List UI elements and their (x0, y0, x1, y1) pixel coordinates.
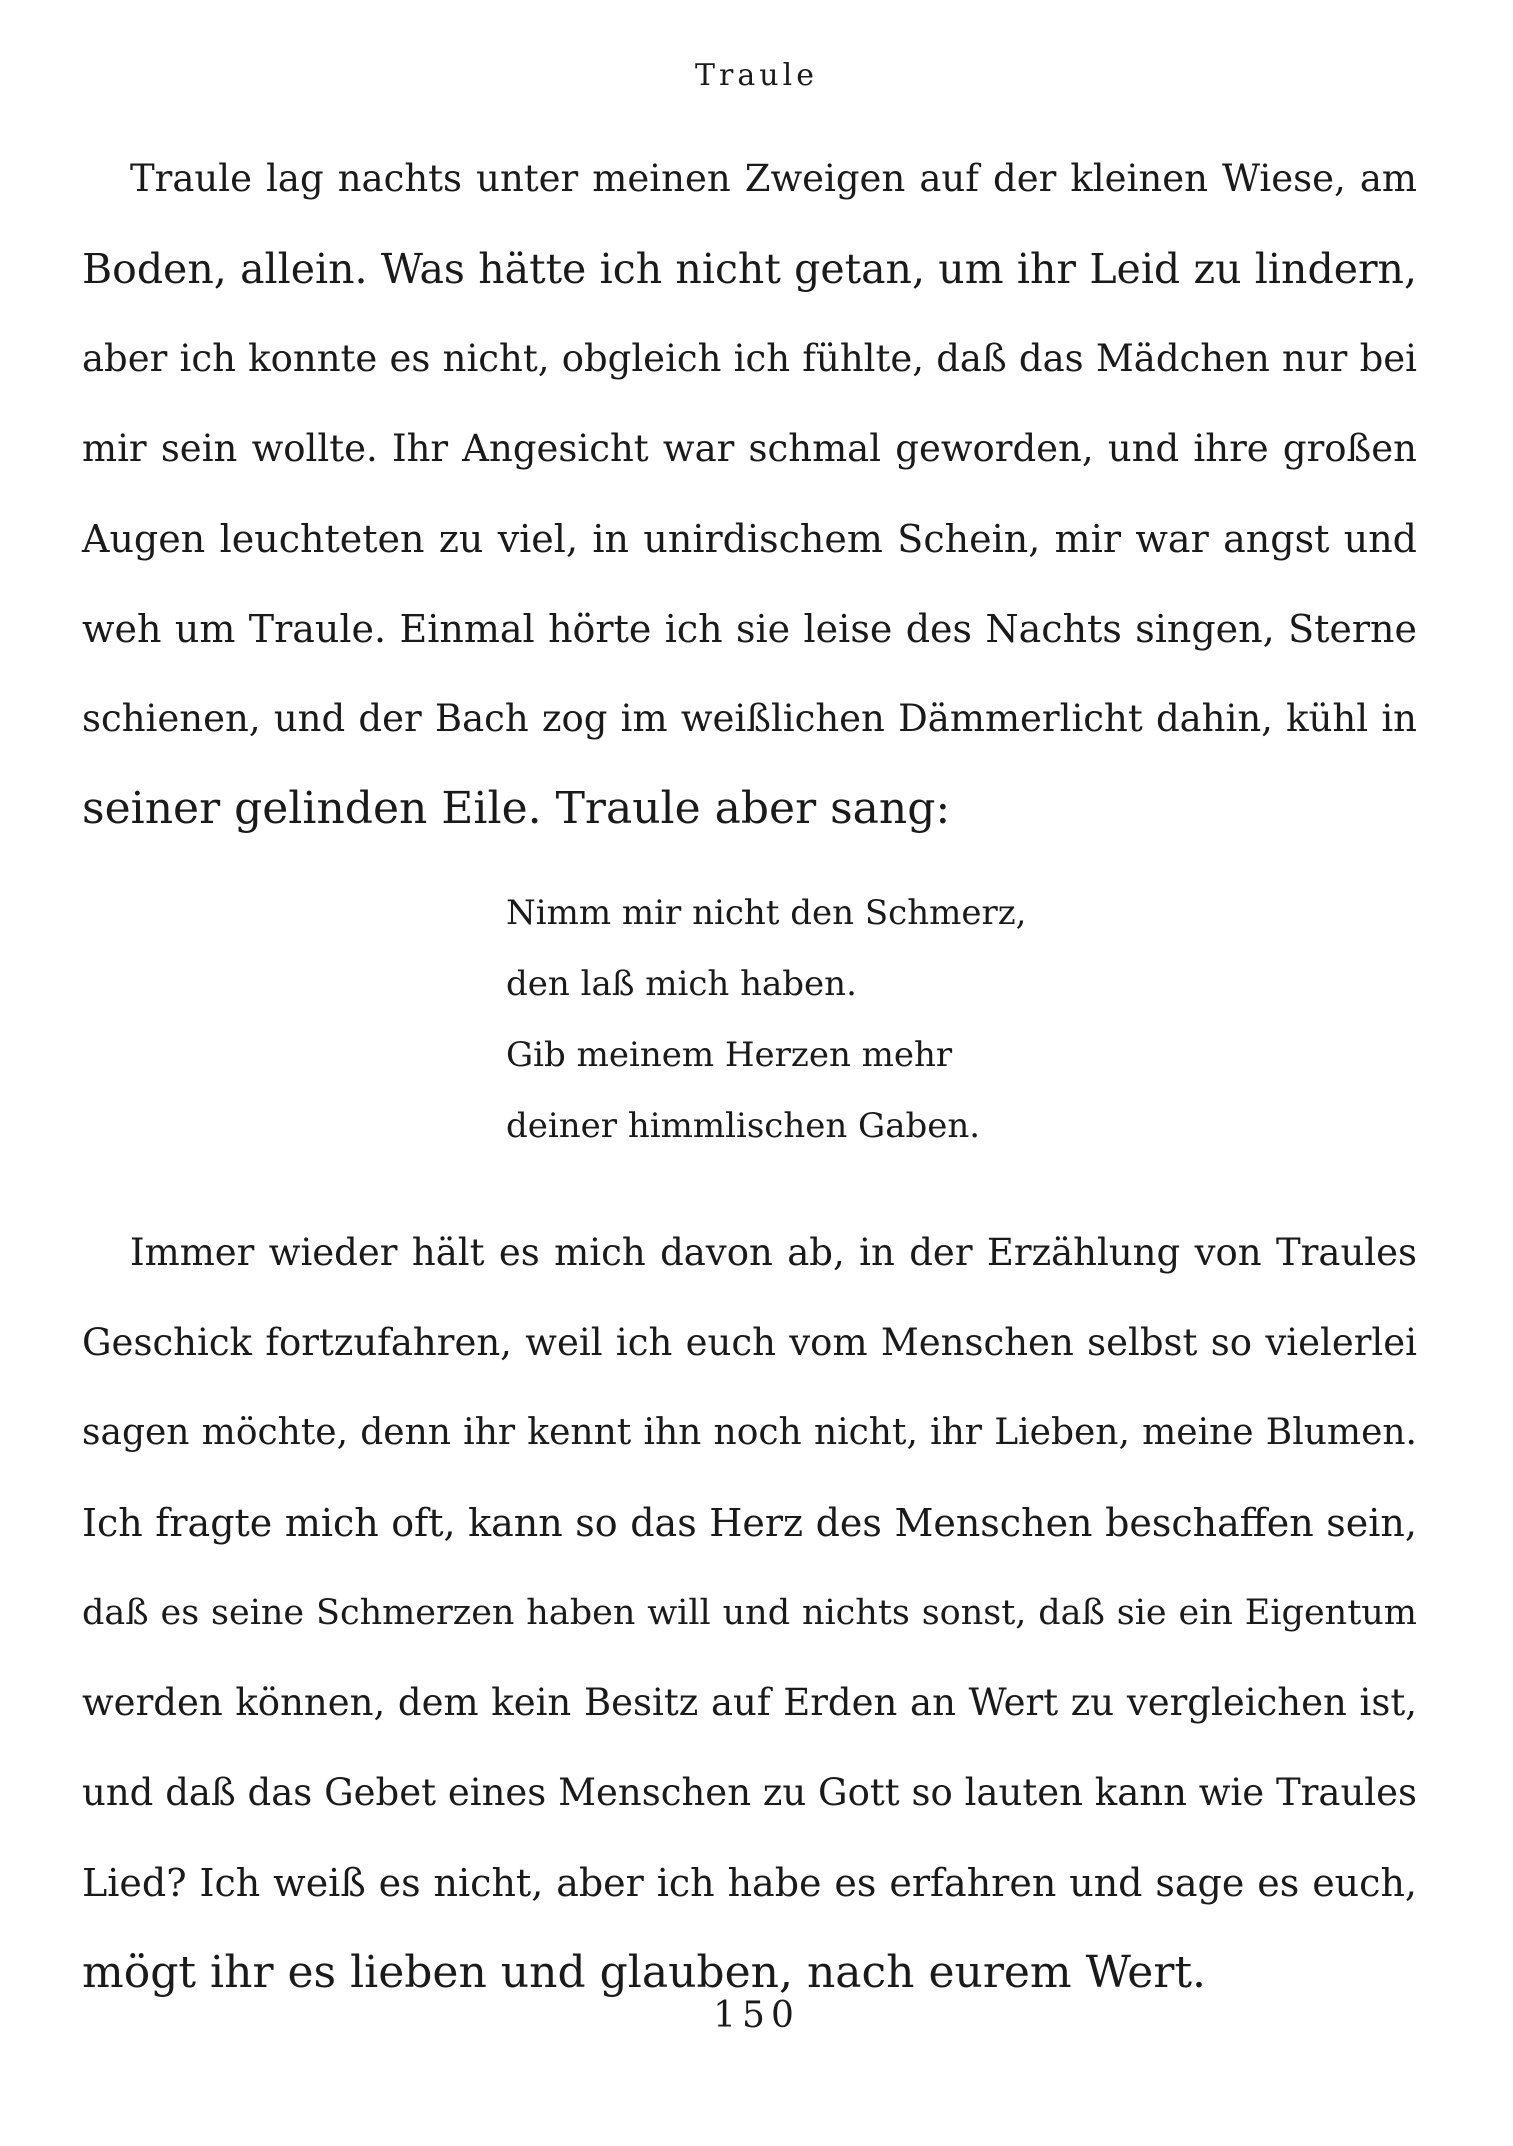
text-line: und daß das Gebet eines Menschen zu Gott so lauten kann wie Traules (82, 1771, 1417, 1814)
verse-line: den laß mich haben. (506, 964, 857, 1004)
text-line: Augen leuchteten zu viel, in unirdischem Schein, mir war angst und (82, 517, 1417, 561)
paragraph-1 (82, 134, 1417, 854)
text-line: Lied? Ich weiß es nicht, aber ich habe es erfahren und sage es euch, (82, 1861, 1417, 1905)
text-line: sagen möchte, denn ihr kennt ihn noch nicht, ihr Lieben, meine Blumen. (82, 1412, 1417, 1453)
text-line: Ich fragte mich oft, kann so das Herz des Menschen beschaffen sein, (82, 1501, 1417, 1545)
text-line: Geschick fortzufahren, weil ich euch vom Menschen selbst so vielerlei (82, 1321, 1417, 1364)
text-line: mögt ihr es lieben und glauben, nach eurem Wert. (82, 1947, 1207, 1998)
text-line: aber ich konnte es nicht, obgleich ich fühlte, daß das Mädchen nur bei (82, 337, 1417, 380)
text-line: mir sein wollte. Ihr Angesicht war schmal geworden, und ihre großen (82, 427, 1417, 470)
verse-line: Gib meinem Herzen mehr (506, 1035, 953, 1075)
text-line: Traule lag nachts unter meinen Zweigen auf der kleinen Wiese, am (130, 157, 1417, 200)
text-line: schienen, und der Bach zog im weißlichen Dämmerlicht dahin, kühl in (82, 697, 1417, 740)
verse (506, 878, 1026, 1162)
verse-line: deiner himmlischen Gaben. (506, 1106, 981, 1146)
running-head: Traule (695, 58, 818, 93)
text-line: Immer wieder hält es mich davon ab, in der Erzählung von Traules (130, 1231, 1417, 1274)
verse-line: Nimm mir nicht den Schmerz, (506, 893, 1027, 933)
text-line: werden können, dem kein Besitz auf Erden an Wert zu vergleichen ist, (82, 1681, 1417, 1724)
text-line: daß es seine Schmerzen haben will und nichts sonst, daß sie ein Eigentum (82, 1593, 1417, 1633)
page-number: 150 (713, 1995, 800, 2036)
paragraph-2 (82, 1208, 1417, 2018)
text-line: weh um Traule. Einmal hörte ich sie leise des Nachts singen, Sterne (82, 607, 1417, 651)
text-line: Boden, allein. Was hätte ich nicht getan, um ihr Leid zu lindern, (82, 245, 1417, 293)
text-line: seiner gelinden Eile. Traule aber sang: (82, 783, 951, 834)
